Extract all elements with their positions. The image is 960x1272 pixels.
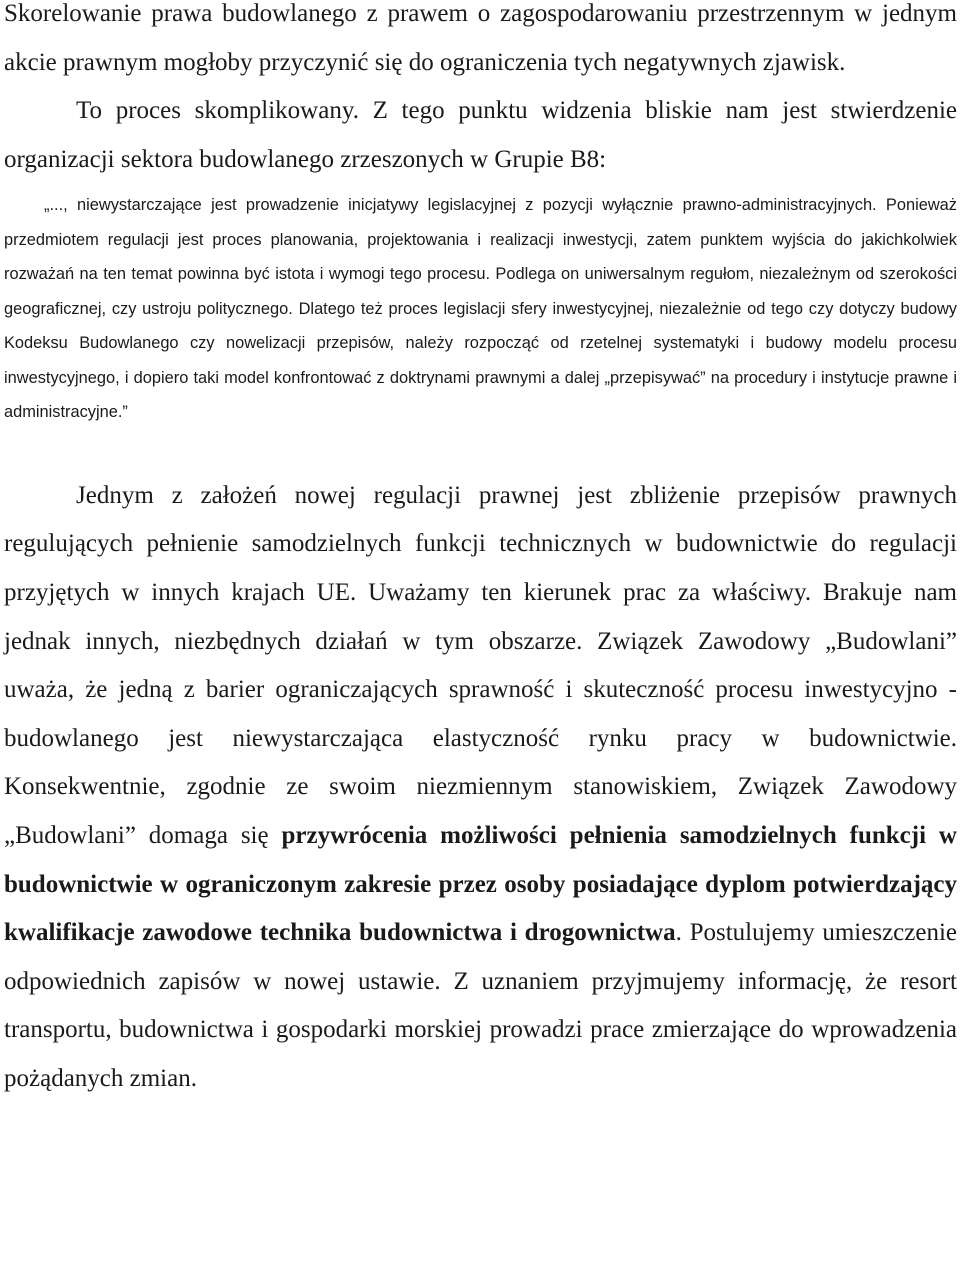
intro-paragraph-2: To proces skomplikowany. Z tego punktu widzenia bliskie nam jest stwierdzenie organizacji sektora budowlanego zrzeszonych w Grupie B8: xyxy=(4,97,957,173)
main-paragraph xyxy=(4,472,957,1104)
document-page xyxy=(4,0,957,1104)
intro-paragraph-1: Skorelowanie prawa budowlanego z prawem o zagospodarowaniu przestrzennym w jednym akcie prawnym mogłoby przyczynić się do ograniczenia tych negatywnych zjawisk. xyxy=(4,0,957,76)
main-text-after-bold: . Postulujemy umieszczenie odpowiednich zapisów w nowej ustawie. Z uznaniem przyjmujemy informację, że resort transportu, budownictwa i gospodarki morskiej prowadzi prace zmierzające do wprowadzenia pożądanych zmian. xyxy=(4,919,958,1092)
b8-quote-paragraph: „..., niewystarczające jest prowadzenie inicjatywy legislacyjnej z pozycji wyłącznie prawno-administracyjnych. Ponieważ przedmiotem regulacji jest proces planowania, projektowania i realizacji inwestycji, zatem punktem wyjścia do jakichkolwiek rozważań na ten temat powinna być istota i wymogi tego procesu. Podlega on uniwersalnym regułom, niezależnym od szerokości geograficznej, czy ustroju politycznego. Dlatego też proces legislacji sfery inwestycyjnej, niezależnie od tego czy dotyczy budowy Kodeksu Budowlanego czy nowelizacji przepisów, należy rozpocząć od rzetelnej systematyki i budowy modelu procesu inwestycyjnego, i dopiero taki model konfrontować z doktrynami prawnymi a dalej „przepisywać” na procedury i instytucje prawne i administracyjne.” xyxy=(4,196,957,422)
main-text-before-bold: Jednym z założeń nowej regulacji prawnej jest zbliżenie przepisów prawnych regulujących pełnienie samodzielnych funkcji technicznych w budownictwie do regulacji przyjętych w innych krajach UE. Uważamy ten kierunek prac za właściwy. Brakuje nam jednak innych, niezbędnych działań w tym obszarze. Związek Zawodowy „Budowlani” uważa, że jedną z barier ograniczających sprawność i skuteczność procesu inwestycyjno - budowlanego jest niewystarczająca elastyczność rynku pracy w budownictwie. Konsekwentnie, zgodnie ze swoim niezmiennym stanowiskiem, Związek Zawodowy „Budowlani” domaga się xyxy=(4,481,957,850)
main-text-bold-demand: przywrócenia możliwości pełnienia samodzielnych funkcji w budownictwie w ograniczonym zakresie przez osoby posiadające dyplom potwierdzający kwalifikacje zawodowe technika budownictwa i drogownictwa xyxy=(4,822,957,947)
